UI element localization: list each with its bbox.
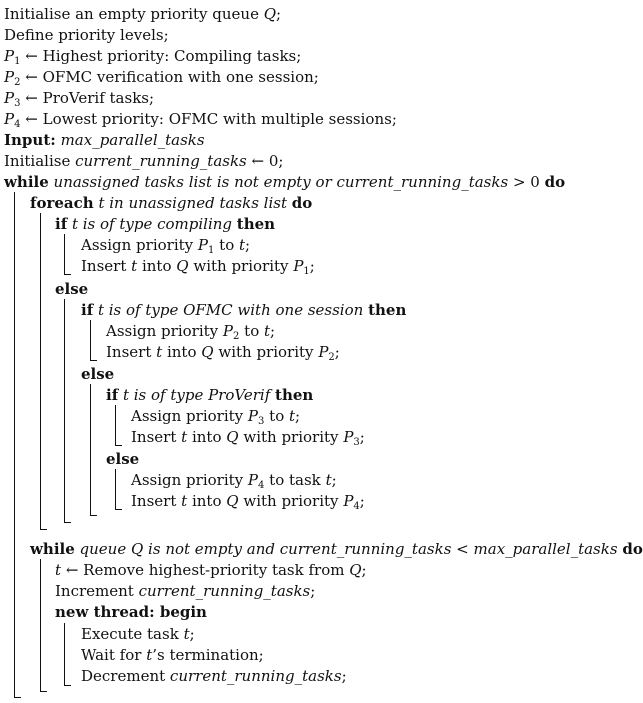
- then-keyword: then: [275, 386, 314, 404]
- else-keyword: else: [55, 280, 89, 298]
- level-symbol: P: [197, 236, 209, 254]
- while-condition: queue Q is not empty and current_running_tasks: [79, 540, 452, 558]
- while-outer-bar: [14, 192, 21, 698]
- queue-symbol: Q: [263, 5, 277, 23]
- level-subscript: 1: [14, 56, 21, 67]
- level-text: Lowest priority: OFMC with multiple sessions;: [42, 110, 397, 128]
- line-level-4: [4, 109, 397, 129]
- level-subscript: 2: [328, 352, 335, 363]
- insert-word: Insert: [81, 257, 127, 275]
- arrow: ←: [25, 110, 38, 128]
- level-subscript: 2: [14, 77, 21, 88]
- init-queue-text: Initialise an empty priority queue: [4, 5, 259, 23]
- if-condition: t is of type ProVerif: [122, 386, 271, 404]
- increment-word: Increment: [55, 582, 134, 600]
- task-var: t: [156, 343, 163, 361]
- foreach-keyword: foreach: [30, 194, 94, 212]
- level-subscript: 4: [258, 480, 265, 491]
- line-else-1: [55, 279, 88, 299]
- queue-symbol: Q: [176, 257, 189, 275]
- with-priority: with priority: [243, 492, 339, 510]
- line-increment: Increment current_running_tasks;: [55, 582, 316, 600]
- queue-symbol: Q: [201, 343, 214, 361]
- arrow: ←: [65, 561, 79, 579]
- into-word: into: [191, 428, 222, 446]
- foreach-bar: [40, 213, 47, 530]
- to-word: to: [244, 322, 260, 340]
- input-keyword: Input:: [4, 131, 56, 149]
- task-word: task: [289, 471, 321, 489]
- arrow: ←: [25, 47, 38, 65]
- line-foreach: [30, 193, 312, 213]
- running-var: current_running_tasks: [138, 582, 311, 600]
- task-var: t: [181, 492, 188, 510]
- line-insert-p1: Insert t into Q with priority $P_1$;: [81, 257, 315, 277]
- running-var: current_running_tasks: [169, 667, 342, 685]
- execute-text: Execute task: [81, 625, 179, 643]
- else-keyword: else: [81, 365, 115, 383]
- task-var: t: [325, 471, 332, 489]
- level-symbol: P: [4, 47, 15, 65]
- assign-word: Assign priority: [131, 471, 244, 489]
- running-var: current_running_tasks: [75, 152, 247, 170]
- level-symbol: P: [247, 471, 259, 489]
- line-init-queue: Initialise an empty priority queue Q;: [4, 5, 282, 23]
- level-symbol: P: [293, 257, 304, 275]
- assign-word: Assign priority: [131, 407, 244, 425]
- into-word: into: [166, 343, 197, 361]
- line-assign-p3: Assign priority $P_3$ to t;: [131, 407, 301, 427]
- init-running-text: Initialise: [4, 152, 71, 170]
- level-subscript: 3: [353, 437, 360, 448]
- assign-word: Assign priority: [106, 322, 219, 340]
- level-symbol: P: [222, 322, 234, 340]
- queue-symbol: Q: [349, 561, 362, 579]
- foreach-condition: t in unassigned tasks list: [98, 194, 287, 212]
- level-symbol: P: [4, 68, 15, 86]
- if-condition: t is of type OFMC with one session: [97, 301, 364, 319]
- then-keyword: then: [368, 301, 407, 319]
- line-execute: Execute task t;: [81, 625, 195, 643]
- do-keyword: do: [544, 173, 566, 191]
- while-inner-bar: [40, 559, 47, 692]
- line-insert-p2: Insert t into Q with priority $P_2$;: [106, 343, 340, 363]
- task-var: t: [264, 322, 271, 340]
- assign-word: Assign priority: [81, 236, 194, 254]
- else-1-bar: [64, 299, 71, 523]
- line-level-3: [4, 88, 154, 108]
- else-3-bar: [115, 469, 122, 510]
- level-subscript: 4: [14, 119, 21, 130]
- insert-word: Insert: [131, 428, 177, 446]
- if-keyword: if: [81, 301, 94, 319]
- zero-value: 0;: [268, 152, 284, 170]
- else-2-bar: [90, 384, 97, 516]
- line-assign-p4: Assign priority $P_4$ to task t;: [131, 471, 337, 491]
- line-assign-p2: Assign priority $P_2$ to t;: [106, 322, 276, 342]
- remove-text: Remove highest-priority task from: [83, 561, 345, 579]
- task-var: t: [146, 646, 153, 664]
- level-symbol: P: [4, 110, 15, 128]
- into-word: into: [141, 257, 172, 275]
- level-symbol: P: [343, 428, 354, 446]
- to-word: to: [269, 471, 285, 489]
- to-word: to: [269, 407, 285, 425]
- do-keyword: do: [291, 194, 313, 212]
- into-word: into: [191, 492, 222, 510]
- level-symbol: P: [318, 343, 329, 361]
- arrow: ←: [25, 89, 38, 107]
- with-priority: with priority: [218, 343, 314, 361]
- line-else-3: [106, 449, 139, 469]
- line-else-2: [81, 364, 114, 384]
- if-ofmc-bar: [90, 320, 97, 361]
- while-keyword: while: [4, 173, 49, 191]
- task-var: t: [181, 428, 188, 446]
- insert-word: Insert: [131, 492, 177, 510]
- level-subscript: 1: [208, 245, 215, 256]
- input-value: max_parallel_tasks: [60, 131, 205, 149]
- line-if-ofmc-one: [81, 300, 406, 320]
- line-input: [4, 130, 205, 150]
- line-while-outer: [4, 172, 565, 192]
- with-priority: with priority: [243, 428, 339, 446]
- level-symbol: P: [4, 89, 15, 107]
- line-wait: [81, 645, 264, 665]
- level-subscript: 3: [258, 416, 265, 427]
- level-symbol: P: [247, 407, 259, 425]
- line-define-levels: Define priority levels;: [4, 26, 169, 44]
- task-var: t: [183, 625, 190, 643]
- new-thread-bar: [64, 623, 71, 686]
- line-level-2: [4, 67, 319, 87]
- then-keyword: then: [236, 215, 276, 233]
- line-insert-p4: Insert t into Q with priority $P_4$;: [131, 492, 365, 512]
- level-subscript: 1: [303, 266, 310, 277]
- line-insert-p3: Insert t into Q with priority $P_3$;: [131, 428, 365, 448]
- level-text: ProVerif tasks;: [42, 89, 155, 107]
- line-level-1: [4, 46, 301, 66]
- task-var: t: [239, 236, 246, 254]
- line-if-compiling: [55, 214, 275, 234]
- while-keyword: while: [30, 540, 75, 558]
- gt-zero: > 0: [512, 173, 540, 191]
- level-subscript: 4: [353, 501, 360, 512]
- lt-sign: <: [456, 540, 469, 558]
- if-keyword: if: [55, 215, 68, 233]
- to-word: to: [219, 236, 235, 254]
- with-priority: with priority: [193, 257, 289, 275]
- wait-tail: ’s termination;: [152, 646, 264, 664]
- if-keyword: if: [106, 386, 119, 404]
- level-subscript: 2: [233, 331, 240, 342]
- level-subscript: 3: [14, 98, 21, 109]
- task-var: t: [131, 257, 138, 275]
- task-var: t: [55, 561, 62, 579]
- line-decrement: Decrement current_running_tasks;: [81, 667, 347, 685]
- line-new-thread: [55, 602, 207, 622]
- while-condition-limit: max_parallel_tasks: [473, 540, 618, 558]
- line-init-running: [4, 151, 284, 171]
- line-while-inner: [30, 539, 643, 559]
- level-text: OFMC verification with one session;: [42, 68, 319, 86]
- if-proverif-bar: [115, 405, 122, 446]
- if-condition: t is of type compiling: [71, 215, 233, 233]
- wait-text: Wait for: [81, 646, 142, 664]
- line-if-proverif: [106, 385, 313, 405]
- queue-symbol: Q: [226, 492, 239, 510]
- do-keyword: do: [622, 540, 643, 558]
- level-symbol: P: [343, 492, 354, 510]
- task-var: t: [289, 407, 296, 425]
- level-text: Highest priority: Compiling tasks;: [42, 47, 302, 65]
- else-keyword: else: [106, 450, 140, 468]
- line-assign-p1: Assign priority $P_1$ to t;: [81, 236, 251, 256]
- arrow: ←: [25, 68, 38, 86]
- insert-word: Insert: [106, 343, 152, 361]
- queue-symbol: Q: [226, 428, 239, 446]
- decrement-word: Decrement: [81, 667, 166, 685]
- new-thread-keyword: new thread: begin: [55, 603, 207, 621]
- arrow: ←: [251, 152, 265, 170]
- if-compiling-bar: [64, 234, 71, 275]
- while-condition: unassigned tasks list is not empty or current_running_tasks: [53, 173, 509, 191]
- line-remove: t ← Remove highest-priority task from Q;: [55, 561, 367, 579]
